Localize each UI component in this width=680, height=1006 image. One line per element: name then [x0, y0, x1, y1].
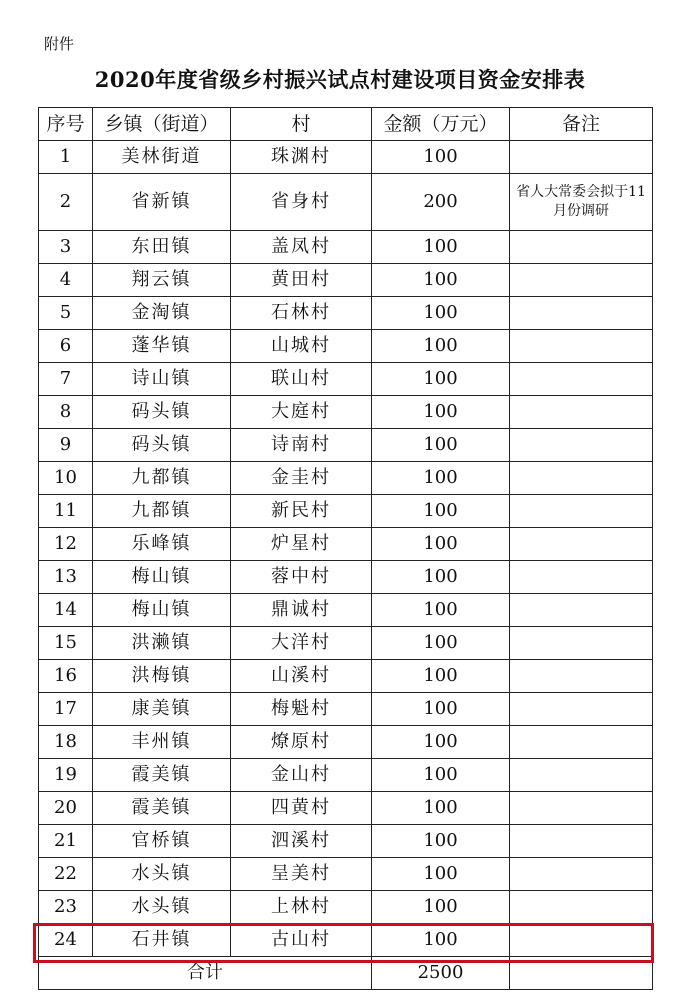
total-note — [510, 957, 653, 990]
row-note — [510, 231, 653, 264]
row-index: 6 — [39, 330, 93, 363]
row-village: 联山村 — [231, 363, 372, 396]
table-row — [39, 528, 653, 561]
row-town: 码头镇 — [93, 396, 231, 429]
row-village: 金圭村 — [231, 462, 372, 495]
row-index: 13 — [39, 561, 93, 594]
total-row — [39, 957, 653, 990]
header-amount: 金额（万元） — [372, 108, 510, 141]
row-index: 3 — [39, 231, 93, 264]
row-note — [510, 429, 653, 462]
row-town: 洪梅镇 — [93, 660, 231, 693]
table-row-highlighted — [39, 924, 653, 957]
row-village: 鼎诚村 — [231, 594, 372, 627]
row-town: 乐峰镇 — [93, 528, 231, 561]
table-header-row — [39, 108, 653, 141]
row-note — [510, 891, 653, 924]
row-village: 炉星村 — [231, 528, 372, 561]
row-town: 梅山镇 — [93, 594, 231, 627]
row-amount: 100 — [372, 330, 510, 363]
row-village: 珠渊村 — [231, 141, 372, 174]
row-amount: 100 — [372, 693, 510, 726]
row-index: 15 — [39, 627, 93, 660]
row-village: 新民村 — [231, 495, 372, 528]
table-body — [39, 141, 653, 990]
row-amount: 100 — [372, 561, 510, 594]
row-note — [510, 330, 653, 363]
row-town: 省新镇 — [93, 174, 231, 231]
row-town: 霞美镇 — [93, 792, 231, 825]
row-note — [510, 363, 653, 396]
row-village: 大庭村 — [231, 396, 372, 429]
row-village: 古山村 — [231, 924, 372, 957]
row-note — [510, 759, 653, 792]
table-row — [39, 825, 653, 858]
row-index: 2 — [39, 174, 93, 231]
row-index: 1 — [39, 141, 93, 174]
row-amount: 100 — [372, 297, 510, 330]
table-row — [39, 627, 653, 660]
table-row — [39, 594, 653, 627]
row-note — [510, 594, 653, 627]
table-row — [39, 891, 653, 924]
row-town: 码头镇 — [93, 429, 231, 462]
row-amount: 100 — [372, 495, 510, 528]
header-village: 村 — [231, 108, 372, 141]
row-index: 18 — [39, 726, 93, 759]
row-town: 霞美镇 — [93, 759, 231, 792]
row-index: 22 — [39, 858, 93, 891]
row-note — [510, 627, 653, 660]
row-town: 东田镇 — [93, 231, 231, 264]
row-index: 24 — [39, 924, 93, 957]
row-amount: 100 — [372, 528, 510, 561]
row-index: 8 — [39, 396, 93, 429]
table-row — [39, 330, 653, 363]
row-amount: 100 — [372, 231, 510, 264]
row-town: 康美镇 — [93, 693, 231, 726]
row-town: 九都镇 — [93, 462, 231, 495]
row-town: 石井镇 — [93, 924, 231, 957]
row-note — [510, 693, 653, 726]
row-amount: 100 — [372, 792, 510, 825]
row-town: 蓬华镇 — [93, 330, 231, 363]
table-row — [39, 660, 653, 693]
row-village: 燎原村 — [231, 726, 372, 759]
row-town: 丰州镇 — [93, 726, 231, 759]
table-row — [39, 396, 653, 429]
row-index: 14 — [39, 594, 93, 627]
attachment-label: 附件 — [44, 35, 75, 53]
row-note — [510, 792, 653, 825]
row-note: 省人大常委会拟于11月份调研 — [510, 174, 653, 231]
row-index: 4 — [39, 264, 93, 297]
row-amount: 100 — [372, 726, 510, 759]
table-row — [39, 693, 653, 726]
table-row — [39, 792, 653, 825]
row-amount: 100 — [372, 462, 510, 495]
row-amount: 100 — [372, 825, 510, 858]
row-index: 21 — [39, 825, 93, 858]
row-town: 九都镇 — [93, 495, 231, 528]
row-amount: 100 — [372, 363, 510, 396]
row-note — [510, 462, 653, 495]
row-amount: 100 — [372, 594, 510, 627]
row-index: 17 — [39, 693, 93, 726]
funding-table — [38, 107, 653, 990]
table-row — [39, 363, 653, 396]
row-town: 翔云镇 — [93, 264, 231, 297]
row-village: 蓉中村 — [231, 561, 372, 594]
row-index: 11 — [39, 495, 93, 528]
row-village: 大洋村 — [231, 627, 372, 660]
row-village: 石林村 — [231, 297, 372, 330]
row-amount: 100 — [372, 891, 510, 924]
row-town: 金淘镇 — [93, 297, 231, 330]
row-note — [510, 528, 653, 561]
row-village: 梅魁村 — [231, 693, 372, 726]
row-village: 金山村 — [231, 759, 372, 792]
row-amount: 100 — [372, 924, 510, 957]
table-row — [39, 429, 653, 462]
row-note — [510, 726, 653, 759]
header-town: 乡镇（街道） — [93, 108, 231, 141]
total-label: 合计 — [39, 957, 372, 990]
row-village: 上林村 — [231, 891, 372, 924]
row-village: 泗溪村 — [231, 825, 372, 858]
row-amount: 100 — [372, 627, 510, 660]
row-index: 16 — [39, 660, 93, 693]
table-row — [39, 495, 653, 528]
row-note — [510, 924, 653, 957]
row-town: 美林街道 — [93, 141, 231, 174]
table-row — [39, 462, 653, 495]
row-note — [510, 825, 653, 858]
row-index: 10 — [39, 462, 93, 495]
row-town: 水头镇 — [93, 858, 231, 891]
header-index: 序号 — [39, 108, 93, 141]
row-town: 诗山镇 — [93, 363, 231, 396]
row-town: 水头镇 — [93, 891, 231, 924]
header-note: 备注 — [510, 108, 653, 141]
table-row — [39, 297, 653, 330]
row-town: 官桥镇 — [93, 825, 231, 858]
row-index: 9 — [39, 429, 93, 462]
row-village: 盖凤村 — [231, 231, 372, 264]
document-title: 2020年度省级乡村振兴试点村建设项目资金安排表 — [94, 67, 586, 92]
row-note — [510, 141, 653, 174]
row-village: 四黄村 — [231, 792, 372, 825]
row-index: 23 — [39, 891, 93, 924]
row-index: 12 — [39, 528, 93, 561]
row-note — [510, 495, 653, 528]
table-row — [39, 141, 653, 174]
row-index: 7 — [39, 363, 93, 396]
row-amount: 100 — [372, 396, 510, 429]
row-index: 19 — [39, 759, 93, 792]
total-amount: 2500 — [372, 957, 510, 990]
row-village: 诗南村 — [231, 429, 372, 462]
table-row — [39, 174, 653, 231]
row-village: 呈美村 — [231, 858, 372, 891]
row-amount: 100 — [372, 759, 510, 792]
row-index: 5 — [39, 297, 93, 330]
table-row — [39, 726, 653, 759]
row-amount: 100 — [372, 858, 510, 891]
table-row — [39, 231, 653, 264]
row-note — [510, 561, 653, 594]
row-town: 梅山镇 — [93, 561, 231, 594]
table-row — [39, 858, 653, 891]
row-village: 黄田村 — [231, 264, 372, 297]
row-amount: 100 — [372, 264, 510, 297]
row-note — [510, 264, 653, 297]
row-town: 洪濑镇 — [93, 627, 231, 660]
table-row — [39, 264, 653, 297]
row-note — [510, 858, 653, 891]
row-amount: 200 — [372, 174, 510, 231]
row-index: 20 — [39, 792, 93, 825]
row-note — [510, 396, 653, 429]
table-row — [39, 561, 653, 594]
row-village: 山溪村 — [231, 660, 372, 693]
row-village: 省身村 — [231, 174, 372, 231]
row-note — [510, 660, 653, 693]
row-village: 山城村 — [231, 330, 372, 363]
row-note — [510, 297, 653, 330]
row-amount: 100 — [372, 660, 510, 693]
table-row — [39, 759, 653, 792]
row-amount: 100 — [372, 429, 510, 462]
row-amount: 100 — [372, 141, 510, 174]
